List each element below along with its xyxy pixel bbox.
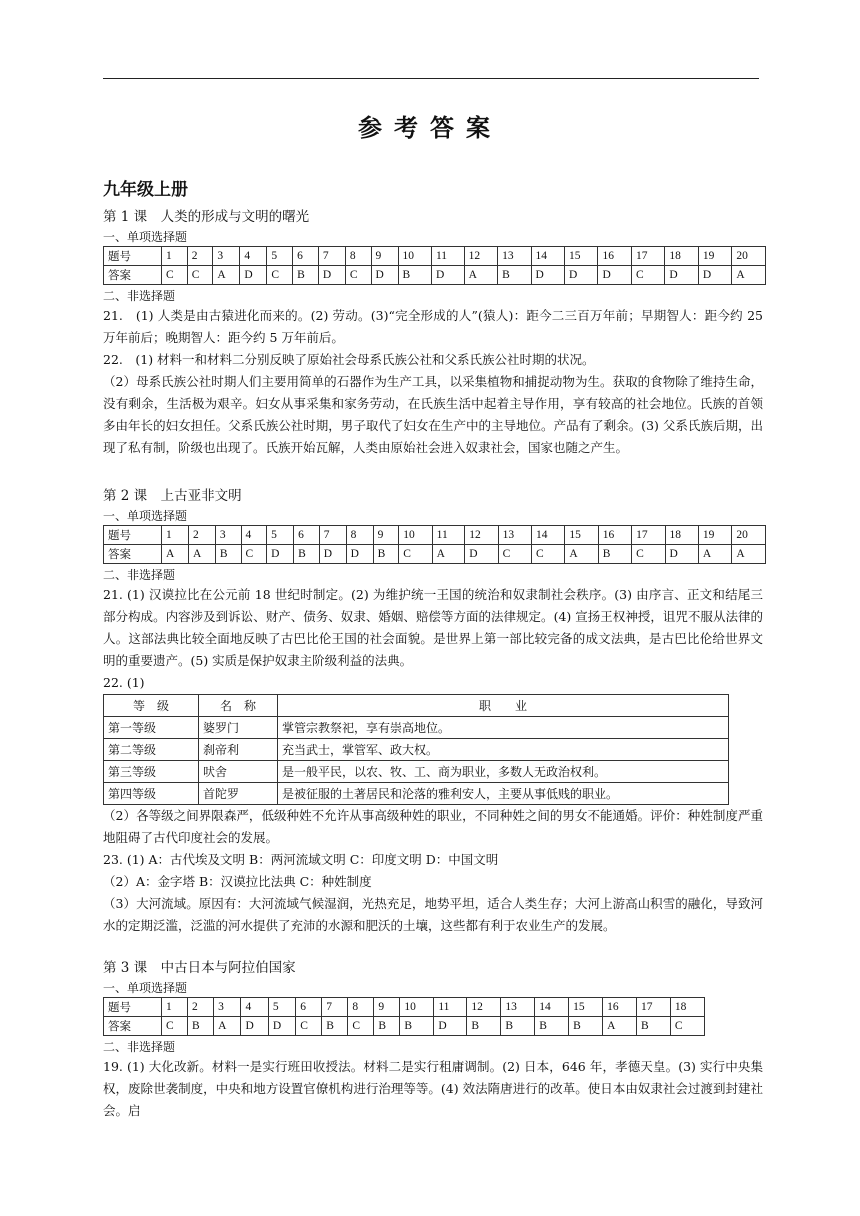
question-number-cell: 5 (267, 526, 294, 545)
answer-cell: D (598, 266, 631, 285)
question-number-cell: 13 (501, 998, 535, 1017)
answer-cell: A (565, 545, 598, 564)
question-number-cell: 13 (498, 526, 531, 545)
question-number-cell: 8 (346, 526, 373, 545)
lesson-title: 第 3 课 中古日本与阿拉伯国家 (103, 960, 296, 976)
question-number-cell: 1 (162, 526, 189, 545)
question-number-cell: 17 (631, 247, 664, 266)
caste-level: 第二等级 (104, 739, 199, 761)
question-number-cell: 4 (241, 526, 267, 545)
answer-cell: A (732, 545, 766, 564)
answer-cell: C (670, 1017, 704, 1036)
answer-cell: B (569, 1017, 603, 1036)
lesson-title: 第 2 课 上古亚非文明 (103, 488, 242, 504)
question-number-cell: 11 (432, 526, 465, 545)
answer-table-answer-row (104, 1017, 705, 1036)
answer-cell: B (535, 1017, 569, 1036)
question-number-cell: 12 (465, 526, 498, 545)
answer-cell: B (322, 1017, 348, 1036)
answer-cell: C (162, 266, 188, 285)
answer-cell: B (188, 1017, 214, 1036)
lesson-3 (103, 958, 763, 1122)
answer-cell: D (346, 545, 373, 564)
answer-cell: A (188, 545, 215, 564)
caste-name: 首陀罗 (199, 783, 278, 805)
answer-cell: A (214, 1017, 241, 1036)
answer-table (103, 525, 766, 564)
caste-header-cell: 职 业 (278, 695, 729, 717)
question-number-cell: 9 (373, 526, 399, 545)
caste-row (104, 783, 729, 805)
question-number-cell: 3 (215, 526, 241, 545)
answer-cell: D (267, 545, 294, 564)
question-number-cell: 19 (698, 526, 731, 545)
answer-cell: C (162, 1017, 188, 1036)
question-number-cell: 16 (598, 247, 631, 266)
answer-cell: B (501, 1017, 535, 1036)
question-number-cell: 15 (569, 998, 603, 1017)
page-title: 参考答案 (358, 114, 502, 142)
answer-cell: C (399, 545, 432, 564)
answer-cell: B (637, 1017, 671, 1036)
answer-paragraph: 23. (1) A：古代埃及文明 B：两河流域文明 C：印度文明 D：中国文明 (103, 852, 499, 867)
answer-table-number-row (104, 247, 766, 266)
answer-cell: C (632, 545, 665, 564)
caste-name: 婆罗门 (199, 717, 278, 739)
question-number-cell: 17 (637, 998, 671, 1017)
table-header-cell: 题号 (104, 998, 162, 1017)
answer-cell: B (293, 266, 319, 285)
caste-row (104, 739, 729, 761)
question-number-cell: 8 (348, 998, 374, 1017)
answer-cell: D (565, 266, 598, 285)
answer-cell: D (241, 1017, 268, 1036)
question-number-cell: 14 (535, 998, 569, 1017)
answer-cell: D (434, 1017, 467, 1036)
question-number-cell: 6 (296, 998, 322, 1017)
caste-header-cell: 名 称 (199, 695, 278, 717)
lesson-2 (103, 486, 763, 937)
caste-name: 刹帝利 (199, 739, 278, 761)
answer-paragraph: （2）各等级之间界限森严，低级种姓不允许从事高级种姓的职业，不同种姓之间的男女不能通婚。评价：种姓制度严重地阻碍了古代印度社会的发展。 (103, 808, 763, 845)
question-number-cell: 7 (319, 526, 346, 545)
answer-paragraph: （2）A：金字塔 B：汉谟拉比法典 C：种姓制度 (103, 874, 372, 889)
question-number-cell: 7 (322, 998, 348, 1017)
answer-cell: D (531, 266, 564, 285)
question-number-cell: 6 (293, 247, 319, 266)
answer-cell: B (400, 1017, 434, 1036)
answer-table-answer-row (104, 266, 766, 285)
answer-table (103, 246, 766, 285)
caste-name: 吠舍 (199, 761, 278, 783)
answer-cell: B (598, 545, 631, 564)
answer-cell: B (373, 545, 399, 564)
answer-cell: D (665, 266, 698, 285)
section-label: 一、单项选择题 (103, 981, 188, 995)
question-number-cell: 16 (603, 998, 637, 1017)
section-label: 一、单项选择题 (103, 509, 188, 523)
answer-cell: D (268, 1017, 295, 1036)
answer-paragraph: 19. (1) 大化改新。材料一是实行班田收授法。材料二是实行租庸调制。(2) 日本，646 年，孝德天皇。(3) 实行中央集权，废除世袭制度，中央和地方设置官僚机构进行治理等等。(4) 效法隋唐进行的改革。使日本由奴隶社会过渡到封建社会。启 (103, 1059, 763, 1118)
question-number-cell: 19 (698, 247, 731, 266)
caste-level: 第三等级 (104, 761, 199, 783)
answer-cell: A (213, 266, 240, 285)
answer-cell: C (296, 1017, 322, 1036)
answer-cell: C (531, 545, 564, 564)
question-number-cell: 15 (565, 526, 598, 545)
table-header-cell: 题号 (104, 526, 162, 545)
question-number-cell: 17 (632, 526, 665, 545)
question-number-cell: 8 (345, 247, 371, 266)
question-number-cell: 18 (665, 247, 698, 266)
caste-occupation: 是一般平民，以农、牧、工、商为职业，多数人无政治权利。 (278, 761, 729, 783)
question-number-cell: 5 (268, 998, 295, 1017)
table-header-cell: 题号 (104, 247, 162, 266)
question-number-cell: 11 (434, 998, 467, 1017)
answer-table-number-row (104, 526, 766, 545)
answer-paragraph: 21. (1) 人类是由古猿进化而来的。(2) 劳动。(3)“完全形成的人”(猿人)：距今二三百万年前；早期智人：距今约 25 万年前后；晚期智人：距今约 5 万年前后。 (103, 308, 763, 345)
table-header-cell: 答案 (104, 545, 162, 564)
answer-cell: D (240, 266, 267, 285)
caste-level: 第四等级 (104, 783, 199, 805)
question-number-cell: 20 (732, 526, 766, 545)
grade-heading: 九年级上册 (103, 180, 188, 200)
table-header-cell: 答案 (104, 1017, 162, 1036)
question-number-cell: 15 (565, 247, 598, 266)
table-header-cell: 答案 (104, 266, 162, 285)
answer-cell: A (603, 1017, 637, 1036)
answer-cell: A (162, 545, 189, 564)
question-number-cell: 6 (294, 526, 320, 545)
answer-paragraph: 22. (1) 材料一和材料二分别反映了原始社会母系氏族公社和父系氏族公社时期的状况。 (103, 352, 595, 367)
question-number-cell: 3 (213, 247, 240, 266)
answer-cell: C (348, 1017, 374, 1036)
lesson-title: 第 1 课 人类的形成与文明的曙光 (103, 209, 310, 225)
answer-cell: C (241, 545, 267, 564)
question-number-cell: 14 (531, 526, 564, 545)
answer-table-number-row (104, 998, 705, 1017)
question-number-cell: 4 (240, 247, 267, 266)
answer-cell: A (432, 545, 465, 564)
answer-cell: B (398, 266, 431, 285)
question-number-cell: 13 (498, 247, 531, 266)
answer-cell: B (498, 266, 531, 285)
answer-paragraph: 22. (1) (103, 675, 145, 690)
answer-cell: D (431, 266, 464, 285)
question-number-cell: 1 (162, 247, 188, 266)
answer-paragraph: （3）大河流域。原因有：大河流域气候湿润，光热充足，地势平坦，适合人类生存；大河上游高山积雪的融化，导致河水的定期泛滥，泛滥的河水提供了充沛的水源和肥沃的土壤，这些都有利于农业生产的发展。 (103, 896, 763, 933)
answer-cell: B (467, 1017, 501, 1036)
question-number-cell: 16 (598, 526, 631, 545)
answer-cell: D (665, 545, 698, 564)
answer-cell: D (371, 266, 398, 285)
question-number-cell: 1 (162, 998, 188, 1017)
answer-cell: C (631, 266, 664, 285)
section-label: 二、非选择题 (103, 289, 176, 303)
question-number-cell: 4 (241, 998, 268, 1017)
answer-paragraph: （2）母系氏族公社时期人们主要用简单的石器作为生产工具，以采集植物和捕捉动物为生。获取的食物除了维持生命，没有剩余，生活极为艰辛。妇女从事采集和家务劳动，在氏族生活中起着主导作用，享有较高的社会地位。氏族的首领多由年长的妇女担任。父系氏族公社时期，男子取代了妇女在生产中的主导地位。产品有了剩余。(3) 父系氏族后期，出现了私有制，阶级也出现了。氏族开始瓦解，人类由原始社会进入奴隶社会，国家也随之产生。 (103, 374, 763, 455)
caste-level: 第一等级 (104, 717, 199, 739)
question-number-cell: 5 (267, 247, 293, 266)
question-number-cell: 3 (214, 998, 241, 1017)
caste-occupation: 掌管宗教祭祀，享有崇高地位。 (278, 717, 729, 739)
caste-table-header (104, 695, 729, 717)
answer-cell: A (732, 266, 766, 285)
question-number-cell: 7 (318, 247, 345, 266)
answer-cell: C (187, 266, 213, 285)
caste-occupation: 充当武士，掌管军、政大权。 (278, 739, 729, 761)
answer-cell: B (215, 545, 241, 564)
answer-table (103, 997, 705, 1036)
answer-cell: C (345, 266, 371, 285)
answer-cell: A (698, 545, 731, 564)
question-number-cell: 20 (732, 247, 766, 266)
question-number-cell: 10 (400, 998, 434, 1017)
caste-header-cell: 等 级 (104, 695, 199, 717)
question-number-cell: 9 (374, 998, 400, 1017)
question-number-cell: 12 (464, 247, 497, 266)
section-label: 二、非选择题 (103, 568, 176, 582)
question-number-cell: 2 (188, 526, 215, 545)
question-number-cell: 18 (670, 998, 704, 1017)
answer-cell: A (464, 266, 497, 285)
answer-cell: C (267, 266, 293, 285)
answer-cell: B (294, 545, 320, 564)
caste-row (104, 717, 729, 739)
question-number-cell: 9 (371, 247, 398, 266)
lesson-1 (103, 207, 763, 459)
answer-cell: C (498, 545, 531, 564)
caste-occupation: 是被征服的土著居民和沦落的雅利安人，主要从事低贱的职业。 (278, 783, 729, 805)
question-number-cell: 11 (431, 247, 464, 266)
question-number-cell: 2 (187, 247, 213, 266)
question-number-cell: 18 (665, 526, 698, 545)
question-number-cell: 14 (531, 247, 564, 266)
answer-cell: D (698, 266, 731, 285)
answer-cell: D (319, 545, 346, 564)
answer-cell: D (318, 266, 345, 285)
question-number-cell: 10 (398, 247, 431, 266)
caste-row (104, 761, 729, 783)
answer-cell: D (465, 545, 498, 564)
question-number-cell: 2 (188, 998, 214, 1017)
header-rule (103, 78, 759, 79)
answer-table-answer-row (104, 545, 766, 564)
question-number-cell: 12 (467, 998, 501, 1017)
answer-paragraph: 21. (1) 汉谟拉比在公元前 18 世纪时制定。(2) 为维护统一王国的统治和奴隶制社会秩序。(3) 由序言、正文和结尾三部分构成。内容涉及到诉讼、财产、债务、奴隶、婚姻、赔偿等方面的法律规定。(4) 宣扬王权神授，诅咒不服从法律的人。这部法典比较全面地反映了古巴比伦王国的社会面貌。是世界上第一部比较完备的成文法典，是古巴比伦给世界文明的重要遗产。(5) 实质是保护奴隶主阶级利益的法典。 (103, 587, 763, 668)
section-label: 一、单项选择题 (103, 230, 188, 244)
caste-table (103, 694, 729, 805)
answer-cell: B (374, 1017, 400, 1036)
question-number-cell: 10 (399, 526, 432, 545)
section-label: 二、非选择题 (103, 1040, 176, 1054)
